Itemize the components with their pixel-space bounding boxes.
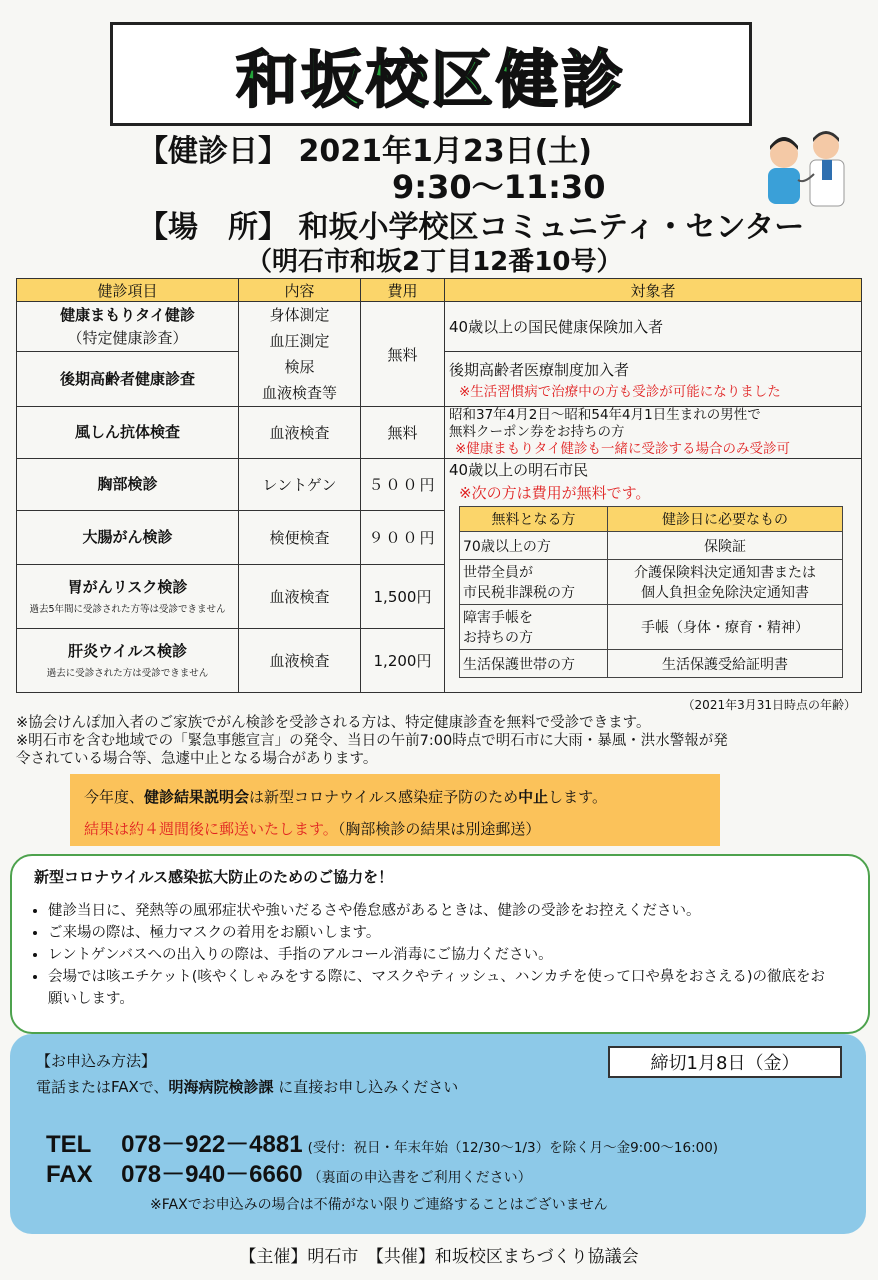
- fee-cell: ５００円: [361, 459, 445, 511]
- target-cell: [445, 407, 862, 459]
- fax-label: FAX: [46, 1161, 93, 1188]
- target-text: 昭和37年4月2日～昭和54年4月1日生まれの男性で: [449, 407, 761, 423]
- notice-text: は新型コロナウイルス感染症予防のため: [249, 788, 519, 806]
- item-name: 健康まもりタイ健診: [60, 306, 195, 325]
- fee-cell: 1,200円: [361, 629, 445, 693]
- item-name: 後期高齢者健康診査: [17, 352, 239, 407]
- place-line: [138, 202, 804, 246]
- header-item: 健診項目: [17, 279, 239, 302]
- target-text: 無料クーポン券をお持ちの方: [449, 424, 625, 440]
- content-cell: 血液検査: [239, 629, 361, 693]
- fee-cell: 無料: [361, 302, 445, 407]
- fax-note: （裏面の申込書をご利用ください）: [307, 1170, 532, 1186]
- fee-cell: ９００円: [361, 511, 445, 565]
- target-cell: 40歳以上の国民健康保険加入者: [445, 302, 862, 352]
- apply-heading: 【お申込み方法】: [36, 1052, 157, 1070]
- sub-cell: 世帯全員が 市民税非課税の方: [460, 560, 608, 605]
- notice-bold: 中止: [518, 788, 549, 806]
- item-name: 肝炎ウイルス検診: [67, 642, 188, 661]
- notes: [16, 714, 866, 768]
- item-restriction: 過去に受診された方は受診できません: [46, 667, 209, 679]
- sub-cell: 障害手帳を お持ちの方: [460, 605, 608, 650]
- item-name: 大腸がん検診: [17, 511, 239, 565]
- notice-text: 今年度、: [84, 788, 145, 806]
- sub-cell: 介護保険料決定通知書または 個人負担金免除決定通知書: [607, 560, 842, 605]
- date-value: 2021年1月23日(土): [298, 134, 592, 169]
- sub-cell: 生活保護世帯の方: [460, 650, 608, 678]
- sub-header: 無料となる方: [460, 507, 608, 532]
- fee-cell: 1,500円: [361, 565, 445, 629]
- date-label: 【健診日】: [138, 134, 288, 169]
- deadline-badge: 締切1月8日（金）: [608, 1046, 842, 1078]
- apply-text: 電話またはFAXで、: [36, 1078, 169, 1096]
- covid-box: [10, 854, 870, 1034]
- city-target-cell: [445, 459, 862, 693]
- sub-cell: 生活保護受給証明書: [607, 650, 842, 678]
- content-cell: 検便検査: [239, 511, 361, 565]
- content-cell: [239, 302, 361, 407]
- notice-text: （胸部検診の結果は別途郵送）: [337, 820, 541, 838]
- list-item: • 健診当日に、発熱等の風邪症状や強いだるさや倦怠感があるときは、健診の受診をお控えください。: [48, 900, 830, 922]
- table-row: [17, 407, 862, 459]
- item-cell: [17, 302, 239, 352]
- target-text: 後期高齢者医療制度加入者: [449, 360, 630, 379]
- content-cell: 血液検査: [239, 407, 361, 459]
- apply-text: に直接お申し込みください: [273, 1078, 459, 1096]
- header-target: 対象者: [445, 279, 862, 302]
- content-cell: 血液検査: [239, 565, 361, 629]
- note-line: 令されている場合等、急遽中止となる場合があります。: [16, 751, 378, 767]
- item-cell: [17, 565, 239, 629]
- place-label: 【場 所】: [138, 210, 288, 245]
- table-row: [17, 459, 862, 511]
- apply-bold: 明海病院検診課: [168, 1078, 274, 1096]
- target-cell: [445, 352, 862, 407]
- content-line: 身体測定: [269, 306, 330, 324]
- header-fee: 費用: [361, 279, 445, 302]
- table-header-row: [17, 279, 862, 302]
- target-note: ※健康まもりタイ健診も一緒に受診する場合のみ受診可: [455, 441, 791, 457]
- item-sub: （特定健康診査）: [67, 328, 188, 347]
- notice-bold: 健診結果説明会: [144, 788, 250, 806]
- doctor-patient-illustration: [756, 124, 854, 210]
- item-name: 風しん抗体検査: [17, 407, 239, 459]
- tel-number[interactable]: 078－922－4881: [121, 1131, 303, 1158]
- header-content: 内容: [239, 279, 361, 302]
- place-value: 和坂小学校区コミュニティ・センター: [298, 210, 805, 245]
- title-box: [110, 22, 752, 126]
- tel-label: TEL: [46, 1131, 92, 1158]
- time-value: 9:30～11:30: [392, 168, 606, 206]
- list-item: • レントゲンバスへの出入りの際は、手指のアルコール消毒にご協力ください。: [48, 944, 830, 966]
- sub-cell: 保険証: [607, 532, 842, 560]
- sub-row: [460, 532, 843, 560]
- organizers-footer: 【主催】明石市 【共催】和坂校区まちづくり協議会: [239, 1247, 639, 1267]
- covid-list: [30, 900, 830, 1010]
- content-line: 検尿: [284, 358, 315, 376]
- page-title: 和坂校区健診: [235, 42, 626, 116]
- content-line: 血圧測定: [269, 332, 330, 350]
- notice-red-text: 結果は約４週間後に郵送いたします。: [84, 820, 338, 838]
- sub-header: 健診日に必要なもの: [607, 507, 842, 532]
- sub-row: [460, 560, 843, 605]
- fax-number[interactable]: 078－940－6660: [121, 1161, 303, 1188]
- results-notice: [70, 774, 720, 846]
- notice-text: します。: [548, 788, 607, 806]
- free-conditions-table: [459, 506, 843, 678]
- content-line: 血液検査等: [261, 384, 337, 402]
- exam-table: [16, 278, 862, 693]
- item-name: 胸部検診: [17, 459, 239, 511]
- apply-instruction: [36, 1076, 458, 1097]
- item-name: 胃がんリスク検診: [67, 578, 188, 597]
- target-text: 40歳以上の明石市民: [449, 461, 589, 479]
- fee-cell: 無料: [361, 407, 445, 459]
- fax-warning: ※FAXでお申込みの場合は不備がない限りご連絡することはございません: [150, 1197, 608, 1213]
- address: （明石市和坂2丁目12番10号）: [246, 247, 623, 277]
- age-as-of-note: （2021年3月31日時点の年齢）: [682, 698, 856, 712]
- table-row: [17, 302, 862, 352]
- sub-cell: 手帳（身体・療育・精神）: [607, 605, 842, 650]
- target-note: ※生活習慣病で治療中の方も受診が可能になりました: [459, 383, 781, 400]
- target-note: ※次の方は費用が無料です。: [459, 484, 651, 502]
- note-line: ※明石市を含む地域での「緊急事態宣言」の発令、当日の午前7:00時点で明石市に大雨・暴風・洪水警報が発: [16, 733, 728, 749]
- sub-header-row: [460, 507, 843, 532]
- fax-line: [46, 1154, 532, 1189]
- note-line: ※協会けんぽ加入者のご家族でがん検診を受診される方は、特定健康診査を無料で受診できます。: [16, 715, 651, 731]
- item-cell: [17, 629, 239, 693]
- list-item: • ご来場の際は、極力マスクの着用をお願いします。: [48, 922, 830, 944]
- tel-hours: (受付：祝日・年末年始（12/30～1/3）を除く月～金9:00～16:00): [307, 1140, 719, 1156]
- notice-line-2: [84, 818, 540, 839]
- item-restriction: 過去5年間に受診された方等は受診できません: [29, 603, 226, 615]
- sub-row: [460, 650, 843, 678]
- sub-cell: 70歳以上の方: [460, 532, 608, 560]
- sub-row: [460, 605, 843, 650]
- content-cell: レントゲン: [239, 459, 361, 511]
- notice-line-1: [84, 786, 607, 807]
- list-item: • 会場では咳エチケット(咳やくしゃみをする際に、マスクやティッシュ、ハンカチを使って口や鼻をおさえる)の徹底をお願いします。: [48, 966, 830, 1010]
- covid-heading: 新型コロナウイルス感染拡大防止のためのご協力を！: [34, 868, 394, 886]
